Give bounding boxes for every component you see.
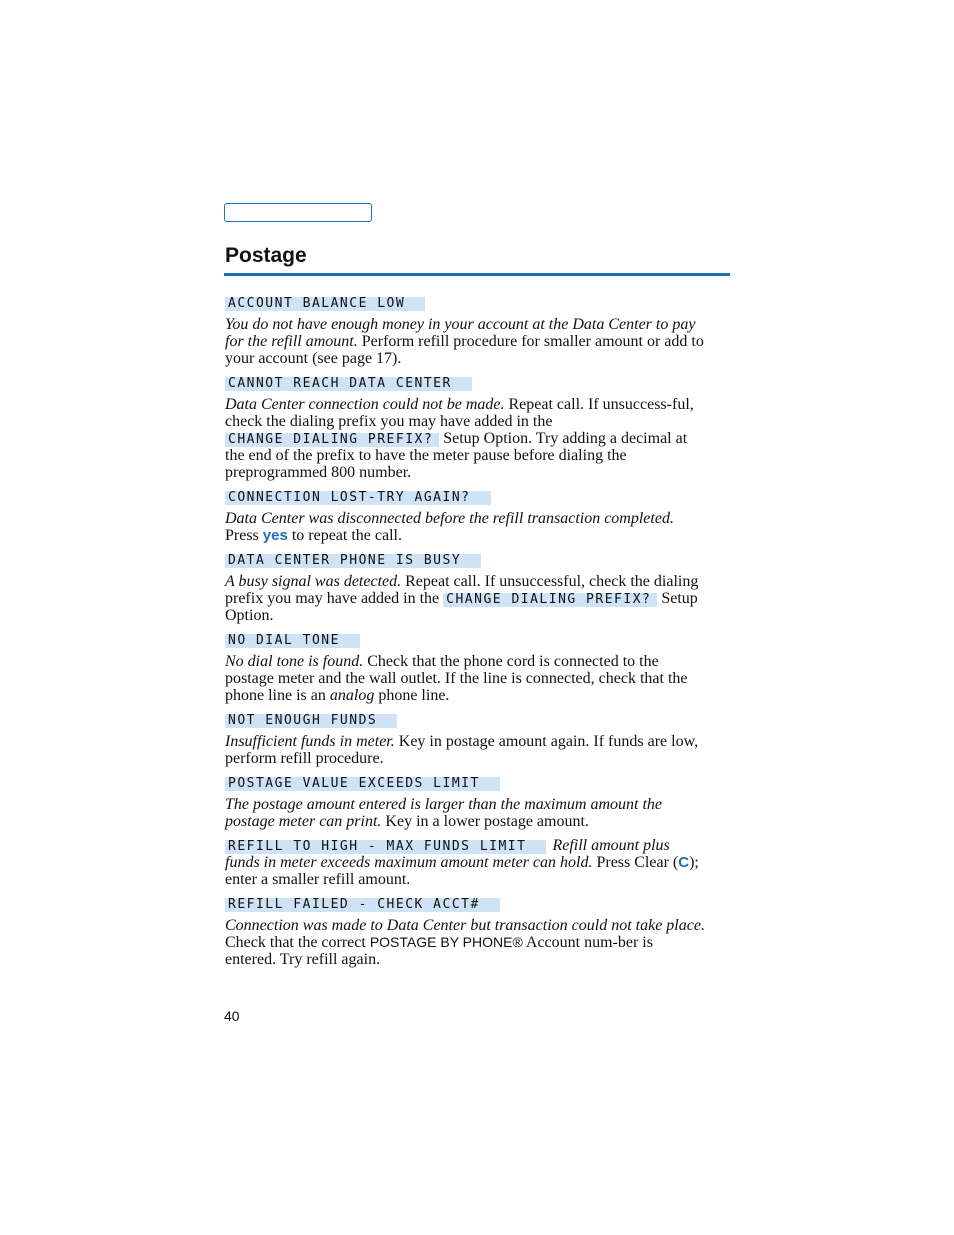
section-tab-outline — [224, 203, 372, 222]
message-entry — [225, 895, 707, 968]
message-entry — [225, 631, 707, 704]
message-description: Data Center connection could not be made. Repeat call. If unsuccess-ful, check the dialing prefix you may have added in the CHANGE DIALING PREFIX? Setup Option. Try adding a decimal at the end of the prefix to have the meter pause before dialing the preprogrammed 800 number. — [225, 396, 694, 481]
lcd-inline-option: CHANGE DIALING PREFIX? — [225, 433, 439, 447]
message-description: REFILL TO HIGH - MAX FUNDS LIMIT Refill amount plus funds in meter exceeds maximum amount meter can hold. Press Clear (C); enter a smaller refill amount. — [225, 837, 699, 888]
message-entry — [225, 551, 707, 624]
message-description: Insufficient funds in meter. Key in postage amount again. If funds are low, perform refill procedure. — [225, 733, 699, 767]
message-entry — [225, 488, 707, 544]
lcd-message: CONNECTION LOST-TRY AGAIN? — [225, 491, 491, 505]
lcd-message: REFILL TO HIGH - MAX FUNDS LIMIT — [225, 840, 546, 854]
message-entry — [225, 374, 707, 481]
message-entry — [225, 774, 707, 830]
lcd-inline-option: CHANGE DIALING PREFIX? — [443, 593, 657, 607]
lcd-message: CANNOT REACH DATA CENTER — [225, 377, 472, 391]
clear-key-label: C — [678, 854, 690, 871]
message-description: The postage amount entered is larger than the maximum amount the postage meter can print. Key in a lower postage amount. — [225, 796, 662, 830]
yes-key-label: yes — [262, 527, 288, 544]
message-description: No dial tone is found. Check that the phone cord is connected to the postage meter and the wall outlet. If the line is connected, check that the phone line is an analog phone line. — [225, 653, 688, 704]
brand-name: POSTAGE BY PHONE® — [369, 934, 523, 950]
lcd-message: POSTAGE VALUE EXCEEDS LIMIT — [225, 777, 500, 791]
lcd-message: ACCOUNT BALANCE LOW — [225, 297, 425, 311]
message-description: You do not have enough money in your account at the Data Center to pay for the refill amount. Perform refill procedure for smaller amount or add to your account (see page 17). — [225, 316, 704, 367]
message-description: A busy signal was detected. Repeat call. If unsuccessful, check the dialing prefix you may have added in the CHANGE DIALING PREFIX? Setup Option. — [225, 573, 699, 624]
page-title: Postage — [225, 244, 307, 267]
message-entry — [225, 294, 707, 367]
page-number: 40 — [224, 1008, 240, 1024]
message-description: Connection was made to Data Center but transaction could not take place. Check that the correct POSTAGE BY PHONE® Account num-ber is entered. Try refill again. — [225, 917, 705, 968]
message-list — [225, 294, 707, 975]
lcd-message: DATA CENTER PHONE IS BUSY — [225, 554, 481, 568]
message-entry — [225, 837, 707, 888]
message-description: Data Center was disconnected before the refill transaction completed. Press yes to repeat the call. — [225, 510, 674, 544]
lcd-message: NO DIAL TONE — [225, 634, 360, 648]
lcd-message: REFILL FAILED - CHECK ACCT# — [225, 898, 500, 912]
lcd-message: NOT ENOUGH FUNDS — [225, 714, 397, 728]
message-entry — [225, 711, 707, 767]
title-divider — [224, 273, 730, 276]
